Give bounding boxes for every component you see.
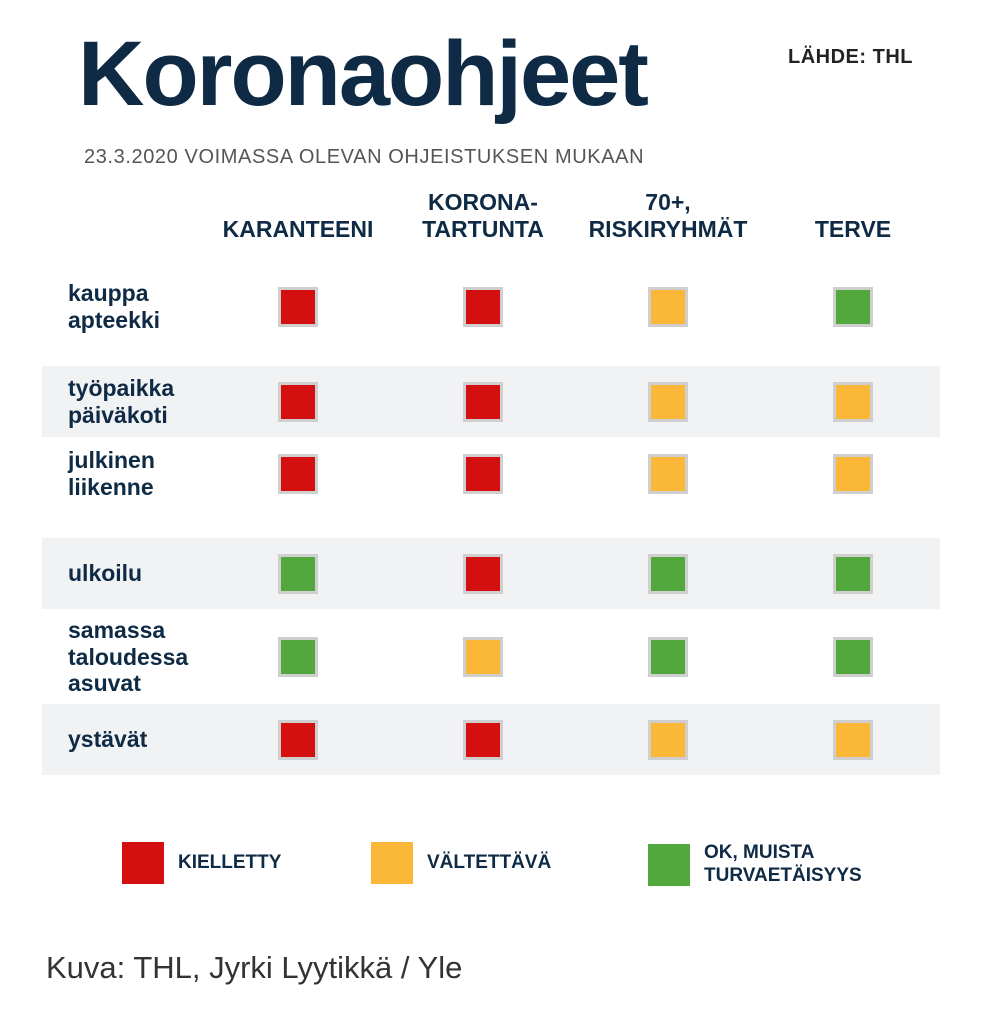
column-header-line: 70+,	[645, 189, 691, 216]
table-row	[42, 438, 940, 509]
status-square-ok	[278, 637, 318, 677]
legend-label	[427, 852, 551, 875]
table-row	[42, 271, 940, 342]
status-square-ok	[833, 637, 873, 677]
row-label-line: ystävät	[68, 726, 148, 753]
legend-label-line: KIELLETTY	[178, 851, 282, 873]
table-row	[42, 538, 940, 609]
row-label-line: päiväkoti	[68, 401, 168, 428]
row-label	[68, 610, 188, 704]
column-header-line: TERVE	[814, 215, 892, 242]
status-square-kielletty	[278, 382, 318, 422]
row-label-line: samassa	[68, 617, 166, 644]
status-square-kielletty	[463, 720, 503, 760]
row-label-line: taloudessa	[68, 643, 189, 670]
status-square-kielletty	[463, 554, 503, 594]
column-header	[208, 182, 388, 242]
status-square-ok	[833, 287, 873, 327]
status-square-ok	[648, 637, 688, 677]
legend-label	[178, 852, 281, 875]
legend-item-valtettava	[371, 842, 551, 884]
status-square-valtettava	[463, 637, 503, 677]
row-label-line: liikenne	[68, 473, 154, 500]
column-header	[568, 182, 768, 242]
status-square-kielletty	[463, 382, 503, 422]
status-square-kielletty	[278, 720, 318, 760]
status-square-kielletty	[463, 454, 503, 494]
row-label	[68, 366, 174, 437]
status-square-valtettava	[833, 720, 873, 760]
column-header	[783, 182, 923, 242]
legend-swatch	[371, 842, 413, 884]
status-square-valtettava	[648, 720, 688, 760]
row-label-line: asuvat	[68, 670, 141, 697]
legend-swatch	[122, 842, 164, 884]
row-label	[68, 271, 160, 342]
row-label-line: julkinen	[68, 447, 155, 474]
row-label	[68, 538, 142, 609]
row-label	[68, 438, 155, 509]
legend-item-ok	[648, 842, 862, 888]
legend-label-line: TURVAETÄISYYS	[704, 864, 862, 886]
status-square-valtettava	[648, 454, 688, 494]
column-header-line: TARTUNTA	[422, 215, 544, 242]
page-title: Koronaohjeet	[78, 23, 647, 125]
table-row	[42, 704, 940, 775]
legend-label-line: OK, MUISTA	[704, 842, 815, 863]
legend-label	[704, 842, 862, 888]
status-square-kielletty	[278, 287, 318, 327]
source-label: LÄHDE: THL	[788, 46, 913, 68]
status-square-kielletty	[463, 287, 503, 327]
column-header-line: KARANTEENI	[222, 215, 374, 242]
table-row	[42, 610, 940, 704]
status-square-ok	[278, 554, 318, 594]
image-credit: Kuva: THL, Jyrki Lyytikkä / Yle	[46, 950, 463, 985]
column-header-line: RISKIRYHMÄT	[588, 215, 748, 242]
column-header-line: KORONA-	[428, 189, 538, 216]
legend-label-line: VÄLTETTÄVÄ	[427, 851, 552, 873]
row-label-line: ulkoilu	[68, 560, 143, 587]
status-square-kielletty	[278, 454, 318, 494]
row-label-line: kauppa	[68, 280, 149, 307]
status-square-valtettava	[833, 454, 873, 494]
status-square-ok	[833, 554, 873, 594]
row-label	[68, 704, 147, 775]
legend-swatch	[648, 844, 690, 886]
subtitle: 23.3.2020 VOIMASSA OLEVAN OHJEISTUKSEN MUKAAN	[84, 146, 645, 168]
status-square-valtettava	[648, 287, 688, 327]
table-row	[42, 366, 940, 437]
status-square-valtettava	[648, 382, 688, 422]
status-square-valtettava	[833, 382, 873, 422]
row-label-line: työpaikka	[68, 375, 175, 402]
column-header	[403, 182, 563, 242]
row-label-line: apteekki	[68, 306, 161, 333]
legend-item-kielletty	[122, 842, 281, 884]
status-square-ok	[648, 554, 688, 594]
